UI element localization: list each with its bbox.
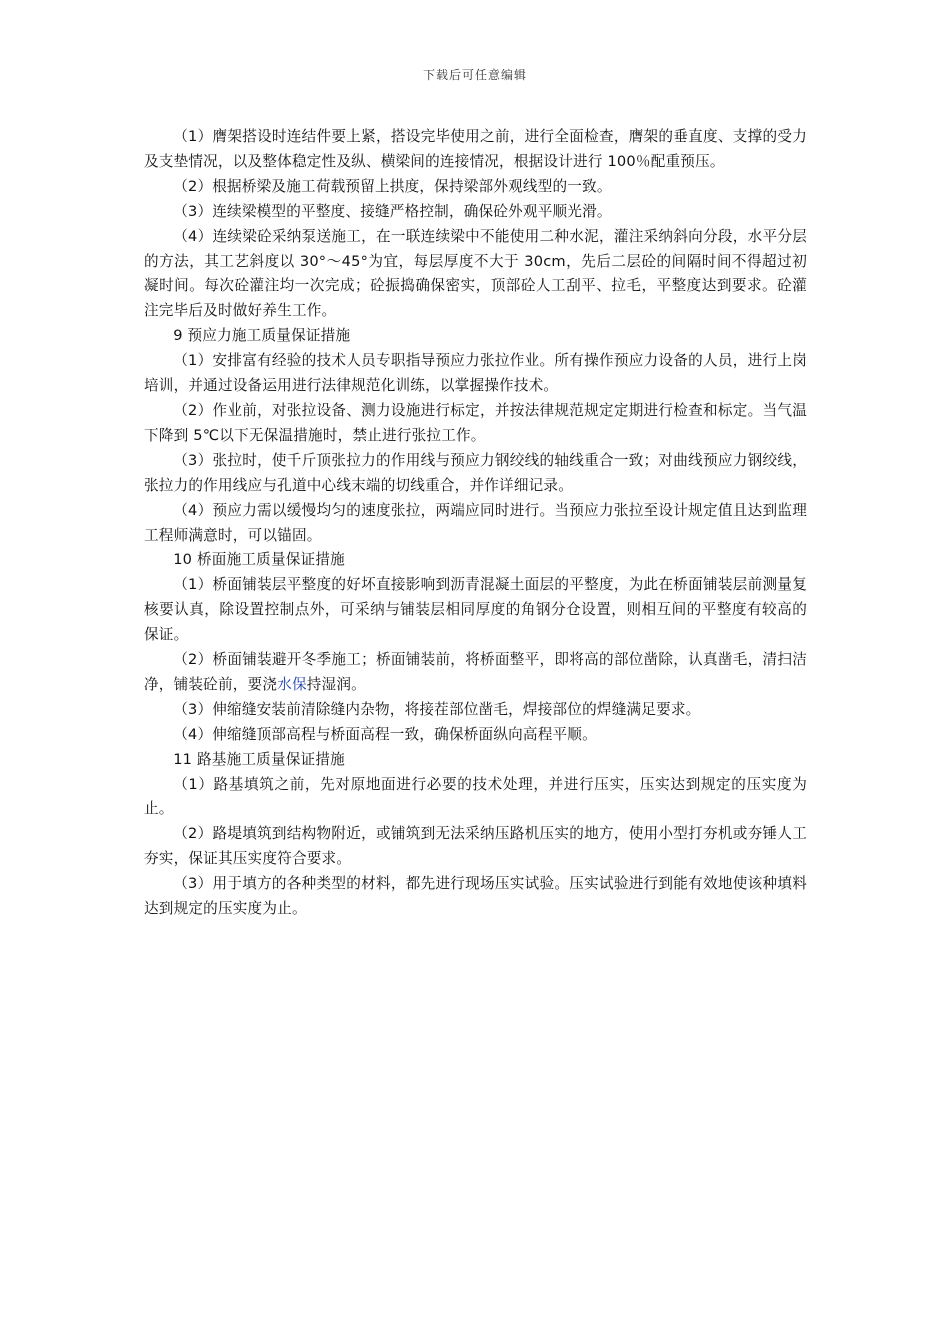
paragraph: （3）用于填方的各种类型的材料，都先进行现场压实试验。压实试验进行到能有效地使该种填料达到规定的压实度为止。 bbox=[144, 875, 807, 918]
paragraph: （1）路基填筑之前，先对原地面进行必要的技术处理，并进行压实，压实达到规定的压实度为止。 bbox=[144, 775, 807, 818]
paragraph: （2）作业前，对张拉设备、测力设施进行标定，并按法律规范规定定期进行检查和标定。当气温下降到 5℃以下无保温措施时，禁止进行张拉工作。 bbox=[144, 401, 807, 444]
paragraph-text: （2）桥面铺装避开冬季施工；桥面铺装前，将桥面整平，即将高的部位凿除，认真凿毛，清扫洁净，铺装砼前，要浇 bbox=[144, 651, 807, 693]
paragraph: （3）伸缩缝安装前清除缝内杂物，将接茬部位凿毛，焊接部位的焊缝满足要求。 bbox=[173, 700, 701, 718]
paragraph: （4）预应力需以缓慢均匀的速度张拉，两端应同时进行。当预应力张拉至设计规定值且达到监理工程师满意时，可以锚固。 bbox=[144, 501, 807, 544]
paragraph: （2）根据桥梁及施工荷载预留上拱度，保持梁部外观线型的一致。 bbox=[173, 177, 612, 195]
section-heading-9: 9 预应力施工质量保证措施 bbox=[173, 327, 351, 345]
paragraph-text: 持湿润。 bbox=[306, 675, 366, 693]
paragraph: （2）路堤填筑到结构物附近，或铺筑到无法采纳压路机压实的地方，使用小型打夯机或夯锤人工夯实，保证其压实度符合要求。 bbox=[144, 825, 807, 868]
section-heading-11: 11 路基施工质量保证措施 bbox=[173, 750, 345, 768]
paragraph: （4）伸缩缝顶部高程与桥面高程一致，确保桥面纵向高程平顺。 bbox=[173, 725, 597, 743]
paragraph: （3）张拉时，使千斤顶张拉力的作用线与预应力钢绞线的轴线重合一致；对曲线预应力钢绞线，张拉力的作用线应与孔道中心线末端的切线重合，并作详细记录。 bbox=[144, 451, 807, 494]
paragraph: （1）桥面铺装层平整度的好坏直接影响到沥青混凝土面层的平整度，为此在桥面铺装层前测量复核要认真，除设置控制点外，可采纳与铺装层相同厚度的角钢分仓设置，则相互间的平整度有较高的保证。 bbox=[144, 576, 807, 644]
page-header: 下载后可任意编辑 bbox=[422, 68, 527, 82]
document-body bbox=[144, 125, 807, 922]
hyperlink-text[interactable]: 水保 bbox=[277, 675, 307, 693]
paragraph: （4）连续梁砼采纳泵送施工，在一联连续梁中不能使用二种水泥，灌注采纳斜向分段，水平分层的方法，其工艺斜度以 30°～45°为宜，每层厚度不大于 30cm，先后二层砼的间隔时间不得超过初凝时间。每次砼灌注均一次完成；砼振捣确保密实，顶部砼人工刮平、拉毛，平整度达到要求。砼灌注完毕后及时做好养生工作。 bbox=[144, 227, 807, 320]
paragraph bbox=[144, 648, 807, 698]
section-heading-10: 10 桥面施工质量保证措施 bbox=[173, 551, 345, 569]
paragraph: （1）安排富有经验的技术人员专职指导预应力张拉作业。所有操作预应力设备的人员，进行上岗培训，并通过设备运用进行法律规范化训练，以掌握操作技术。 bbox=[144, 352, 807, 395]
paragraph: （1）膺架搭设时连结件要上紧，搭设完毕使用之前，进行全面检查，膺架的垂直度、支撑的受力及支垫情况，以及整体稳定性及纵、横梁间的连接情况，根据设计进行 100％配重预压。 bbox=[144, 128, 807, 170]
paragraph: （3）连续梁模型的平整度、接缝严格控制，确保砼外观平顺光滑。 bbox=[173, 202, 612, 220]
